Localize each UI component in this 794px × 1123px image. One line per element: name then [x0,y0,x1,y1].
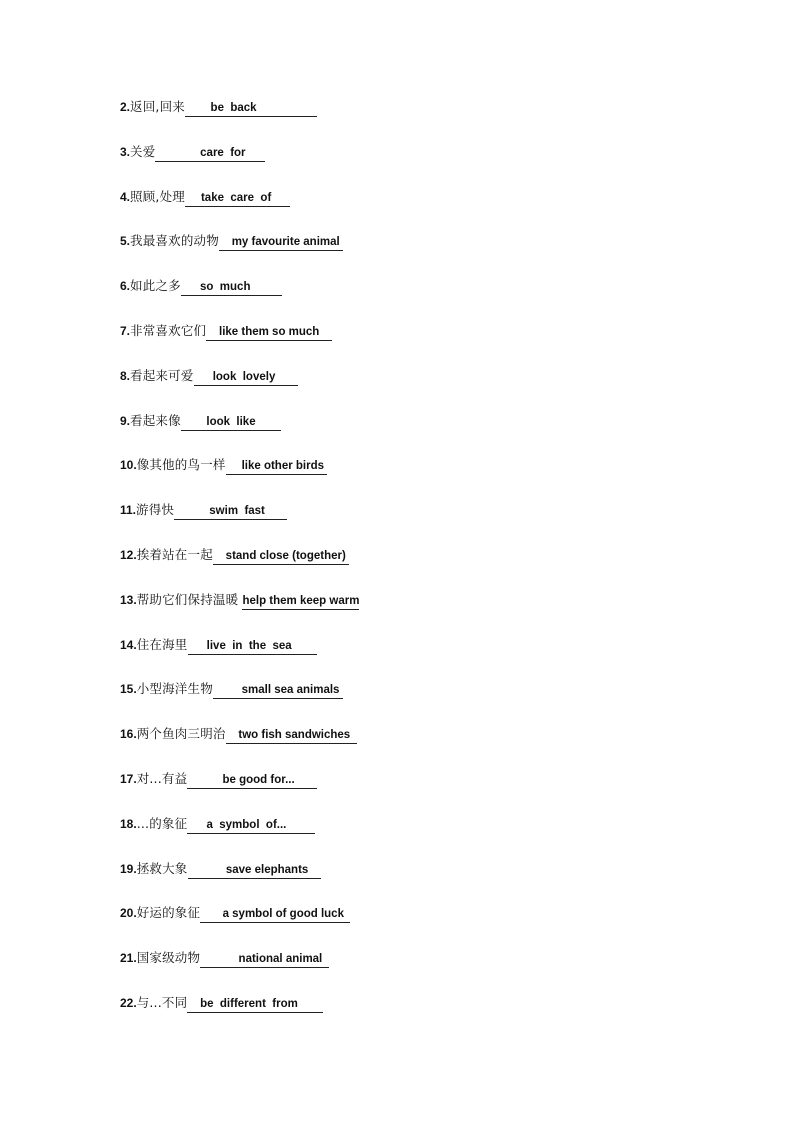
item-answer: look like [181,415,281,431]
list-item [120,277,359,322]
item-number: 4. [120,189,131,204]
item-number: 20. [120,906,137,921]
item-number: 13. [120,592,137,607]
item-answer: help them keep warm [242,594,359,610]
list-item [120,143,359,188]
item-answer: look lovely [194,370,298,386]
list-item [120,725,359,770]
item-prompt: 返回,回来 [130,99,185,114]
item-prompt: 像其他的鸟一样 [136,457,226,473]
item-answer: be good for... [187,773,317,789]
item-prompt: 如此之多 [130,278,181,294]
list-item [120,815,359,860]
vocabulary-list [120,98,359,1039]
list-item [120,904,359,949]
item-number: 6. [120,279,131,294]
item-number: 22. [120,995,137,1010]
item-answer: save elephants [188,863,322,879]
item-answer: stand close (together) [213,549,349,565]
item-number: 2. [120,100,131,114]
item-answer: live in the sea [188,639,318,655]
item-prompt: 我最喜欢的动物 [130,233,219,249]
item-prompt: 非常喜欢它们 [130,322,207,338]
item-answer: like other birds [226,459,328,475]
item-prompt: 挨着站在一起 [136,546,213,562]
item-answer: national animal [200,952,328,968]
item-number: 7. [120,323,131,338]
list-item [120,546,359,591]
item-answer: a symbol of... [187,818,315,834]
item-prompt: 看起来像 [130,412,181,428]
list-item [120,770,359,815]
item-answer: a symbol of good luck [200,907,350,923]
item-number: 15. [120,682,137,697]
list-item [120,591,359,636]
item-prompt: ...的象征 [136,815,188,831]
item-number: 19. [120,861,137,876]
item-answer: take care of [185,191,290,207]
item-answer: my favourite animal [219,235,343,251]
item-answer: two fish sandwiches [226,728,357,744]
list-item [120,188,359,233]
item-number: 10. [120,458,137,473]
item-number: 5. [120,234,131,249]
list-item [120,412,359,457]
item-number: 21. [120,951,137,966]
item-answer: be different from [187,997,323,1013]
list-item [120,680,359,725]
item-prompt: 拯救大象 [136,860,188,876]
list-item [120,367,359,412]
list-item [120,994,359,1039]
list-item [120,322,359,367]
item-number: 18. [120,816,137,831]
item-prompt: 国家级动物 [136,950,201,966]
list-item [120,456,359,501]
item-number: 16. [120,727,137,742]
item-answer: like them so much [206,325,332,341]
list-item [120,98,359,143]
item-prompt: 游得快 [136,502,175,518]
item-number: 14. [120,637,137,652]
item-answer: so much [181,280,283,296]
item-prompt: 看起来可爱 [130,367,194,383]
list-item [120,860,359,905]
item-prompt: 两个鱼肉三明治 [136,726,226,742]
item-number: 12. [120,547,137,562]
list-item [120,636,359,681]
list-item [120,501,359,546]
item-number: 8. [120,368,131,383]
item-answer: be back [185,101,317,117]
item-number: 17. [120,771,137,786]
item-number: 11. [120,503,137,518]
item-prompt: 与...不同 [136,994,188,1010]
item-prompt: 好运的象征 [136,905,201,921]
item-prompt: 帮助它们保持温暖 [136,591,243,607]
item-number: 9. [120,413,131,428]
item-prompt: 小型海洋生物 [136,681,213,697]
item-answer: swim fast [174,504,287,520]
list-item [120,949,359,994]
item-prompt: 照顾,处理 [130,188,185,204]
item-number: 3. [120,144,131,159]
item-prompt: 对...有益 [136,770,188,786]
item-answer: care for [155,146,264,162]
item-prompt: 关爱 [130,143,156,159]
item-prompt: 住在海里 [136,636,188,652]
item-answer: small sea animals [213,683,343,699]
list-item [120,232,359,277]
